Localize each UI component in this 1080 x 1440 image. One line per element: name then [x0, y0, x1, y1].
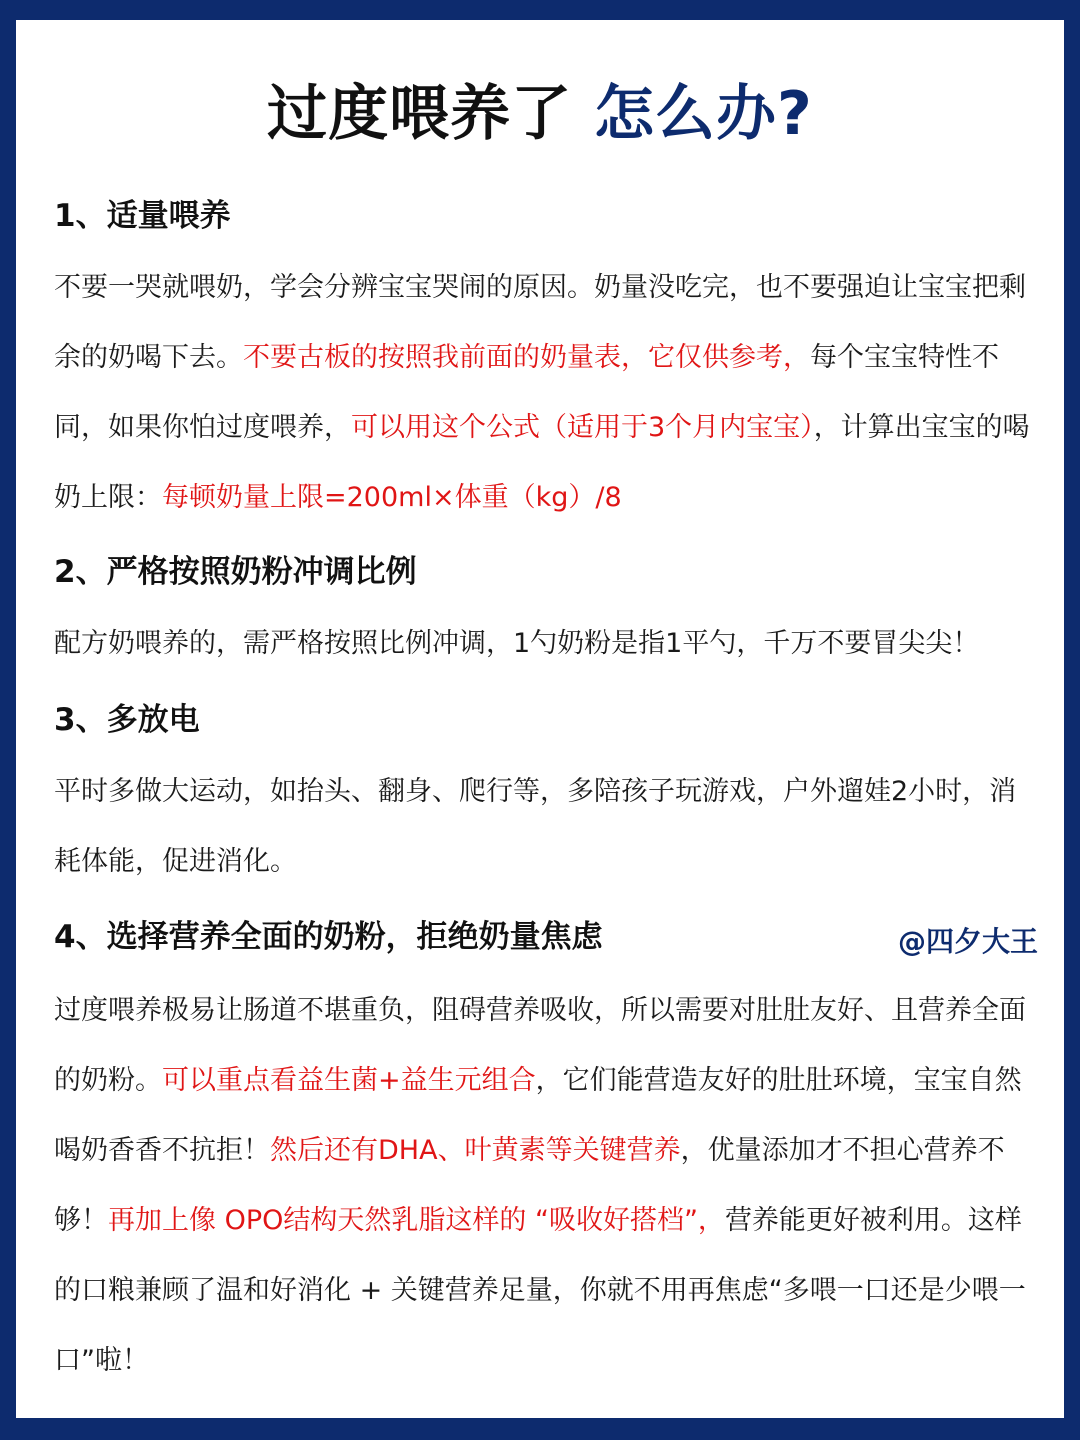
title-part-2: 怎么办?	[594, 79, 813, 149]
text-segment: 每个宝宝特性不同，如果你怕过度喂养，	[54, 342, 999, 443]
text-segment: 不要一哭就喂奶，学会分辨宝宝哭闹的原因。奶量没吃完，也不要强迫让宝宝把剩余的奶喝下去。	[54, 272, 1026, 373]
text-segment: 营养能更好被利用。这样的口粮兼顾了温和好消化 + 关键营养足量，你就不用再焦虑“多喂一口还是少喂一口”啦！	[54, 1205, 1026, 1376]
highlight-segment: 再加上像 OPO结构天然乳脂这样的 “吸收好搭档”，	[108, 1205, 725, 1236]
title-part-1: 过度喂养了	[267, 79, 573, 149]
highlight-segment: 可以重点看益生菌+益生元组合	[162, 1065, 536, 1096]
section-4-paragraph	[54, 976, 1034, 1396]
text-segment: ，它们能营造友好的肚肚环境，宝宝自然喝奶香香不抗拒！	[54, 1065, 1022, 1166]
highlight-segment: 然后还有DHA、叶黄素等关键营养	[270, 1135, 681, 1166]
highlight-segment: 不要古板的按照我前面的奶量表，它仅供参考，	[243, 342, 810, 373]
author-watermark: @四夕大王	[897, 925, 1038, 958]
text-segment: 过度喂养极易让肠道不堪重负，阻碍营养吸收，所以需要对肚肚友好、且营养全面的奶粉。	[54, 995, 1026, 1096]
highlight-segment: 可以用这个公式（适用于3个月内宝宝）	[351, 412, 814, 443]
text-segment: ，计算出宝宝的喝奶上限：	[54, 412, 1030, 513]
highlight-segment: 每顿奶量上限=200ml×体重（kg）/8	[162, 482, 622, 513]
section-2-heading: 2、严格按照奶粉冲调比例	[54, 554, 417, 590]
section-2-paragraph	[54, 609, 1034, 679]
text-segment: ，优量添加才不担心营养不够！	[54, 1135, 1005, 1236]
section-1-heading: 1、适量喂养	[54, 198, 231, 234]
text-segment: 配方奶喂养的，需严格按照比例冲调，1勺奶粉是指1平勺，千万不要冒尖尖！	[54, 628, 980, 659]
section-1-paragraph	[54, 253, 1034, 533]
page-title	[0, 78, 1080, 150]
section-3-paragraph	[54, 757, 1034, 897]
section-4-heading: 4、选择营养全面的奶粉，拒绝奶量焦虑	[54, 919, 603, 955]
text-segment: 平时多做大运动，如抬头、翻身、爬行等，多陪孩子玩游戏，户外遛娃2小时，消耗体能，促进消化。	[54, 776, 1017, 877]
section-3-heading: 3、多放电	[54, 702, 200, 738]
